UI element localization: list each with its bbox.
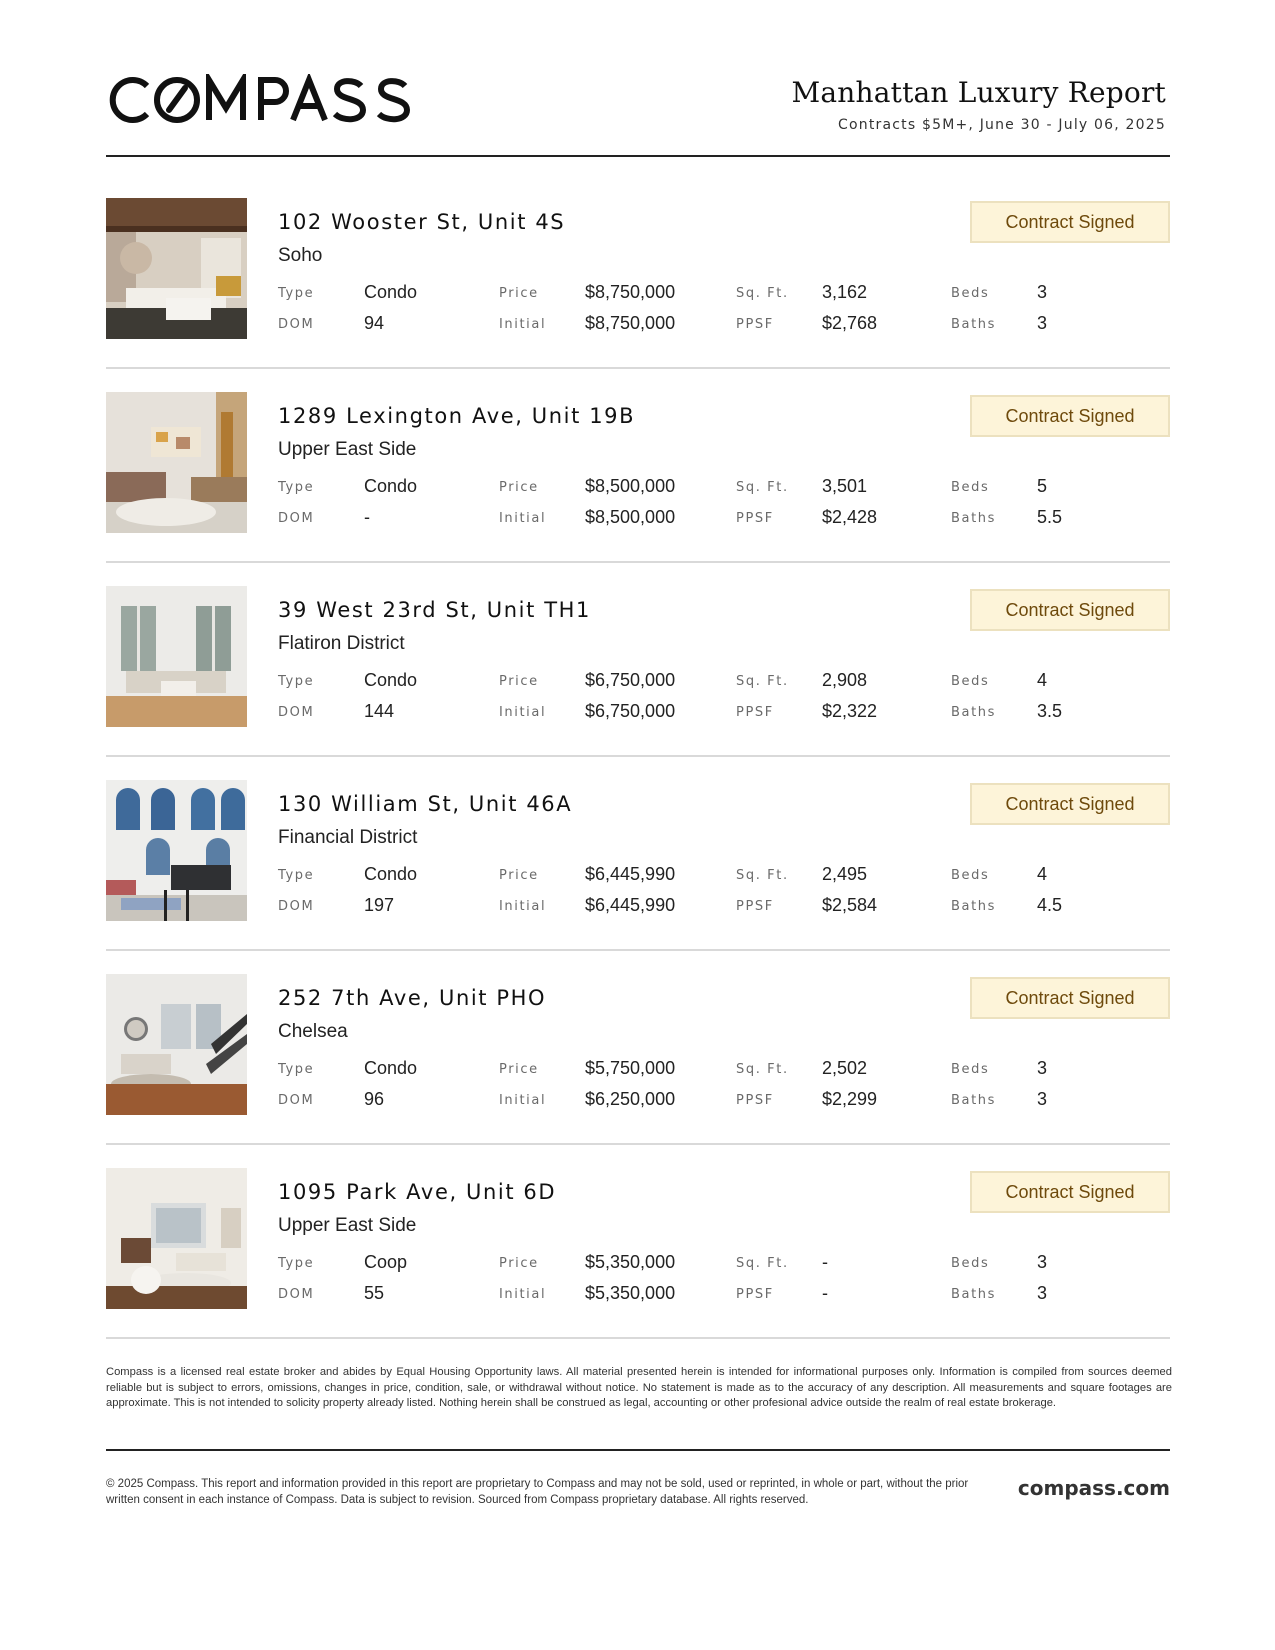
- dom-label: DOM: [278, 511, 315, 526]
- listing-address: 39 West 23rd St, Unit TH1: [278, 598, 592, 622]
- beds-label: Beds: [951, 286, 990, 301]
- report-title: Manhattan Luxury Report: [791, 76, 1166, 109]
- price-label: Price: [499, 868, 539, 883]
- price-value: $5,750,000: [585, 1058, 676, 1078]
- status-badge: Contract Signed: [970, 395, 1170, 437]
- baths-label: Baths: [951, 1093, 996, 1108]
- listing-neighborhood: Financial District: [278, 827, 418, 848]
- interior-photo-icon: [106, 586, 247, 727]
- beds-label: Beds: [951, 1062, 990, 1077]
- listing-address: 1095 Park Ave, Unit 6D: [278, 1180, 557, 1204]
- listing-photo: [106, 780, 247, 921]
- type-label: Type: [278, 674, 315, 689]
- dom-value: 55: [364, 1283, 385, 1303]
- sqft-value: -: [822, 1252, 828, 1272]
- interior-photo-icon: [106, 974, 247, 1115]
- listing-address: 102 Wooster St, Unit 4S: [278, 210, 566, 234]
- initial-label: Initial: [499, 1093, 547, 1108]
- compass-logo-mark: [109, 74, 429, 126]
- initial-value: $8,500,000: [585, 507, 676, 527]
- price-value: $5,350,000: [585, 1252, 676, 1272]
- baths-label: Baths: [951, 317, 996, 332]
- type-label: Type: [278, 480, 315, 495]
- dom-label: DOM: [278, 317, 315, 332]
- header-divider: [106, 155, 1170, 157]
- sqft-value: 3,162: [822, 282, 868, 302]
- sqft-value: 2,908: [822, 670, 868, 690]
- listing-divider: [106, 1337, 1170, 1339]
- listing-neighborhood: Flatiron District: [278, 633, 405, 654]
- copyright-text: © 2025 Compass. This report and information provided in this report are proprietary to Compass and may not be sold, used or reprinted, in whole or part, without the prior written consent in each instance of Compass. Data is subject to revision. Sourced from Compass proprietary database. All rights reserved.: [106, 1478, 969, 1506]
- listing-photo: [106, 586, 247, 727]
- beds-value: 5: [1037, 476, 1048, 496]
- baths-value: 3: [1037, 1283, 1048, 1303]
- sqft-label: Sq. Ft.: [736, 868, 789, 883]
- status-badge: Contract Signed: [970, 977, 1170, 1019]
- baths-value: 3.5: [1037, 701, 1063, 721]
- dom-value: 94: [364, 313, 385, 333]
- beds-value: 3: [1037, 1252, 1048, 1272]
- listing-divider: [106, 755, 1170, 757]
- initial-label: Initial: [499, 317, 547, 332]
- beds-value: 3: [1037, 282, 1048, 302]
- listing-row: [106, 586, 1170, 780]
- listing-neighborhood: Upper East Side: [278, 439, 417, 460]
- ppsf-label: PPSF: [736, 705, 774, 720]
- initial-value: $8,750,000: [585, 313, 676, 333]
- report-subtitle: Contracts $5M+, June 30 - July 06, 2025: [838, 117, 1166, 133]
- sqft-label: Sq. Ft.: [736, 1256, 789, 1271]
- listing-photo: [106, 392, 247, 533]
- listing-divider: [106, 561, 1170, 563]
- type-value: Condo: [364, 864, 418, 884]
- listing-divider: [106, 367, 1170, 369]
- initial-value: $6,250,000: [585, 1089, 676, 1109]
- listing-row: [106, 392, 1170, 586]
- sqft-value: 2,502: [822, 1058, 868, 1078]
- listing-divider: [106, 949, 1170, 951]
- baths-value: 5.5: [1037, 507, 1063, 527]
- beds-label: Beds: [951, 480, 990, 495]
- status-badge: Contract Signed: [970, 589, 1170, 631]
- price-value: $8,500,000: [585, 476, 676, 496]
- footer-divider: [106, 1449, 1170, 1451]
- ppsf-label: PPSF: [736, 511, 774, 526]
- sqft-value: 3,501: [822, 476, 868, 496]
- status-badge: Contract Signed: [970, 783, 1170, 825]
- status-badge: Contract Signed: [970, 201, 1170, 243]
- dom-value: -: [364, 507, 370, 527]
- initial-value: $5,350,000: [585, 1283, 676, 1303]
- baths-value: 4.5: [1037, 895, 1063, 915]
- price-value: $6,750,000: [585, 670, 676, 690]
- type-value: Condo: [364, 282, 418, 302]
- listing-address: 130 William St, Unit 46A: [278, 792, 573, 816]
- disclaimer-text: Compass is a licensed real estate broker and abides by Equal Housing Opportunity laws. All material presented herein is intended for informational purposes only. Information is compiled from sources deemed reliable but is subject to errors, omissions, changes in price, condition, sale, or withdrawal without notice. No statement is made as to the accuracy of any description. All measurements and square footages are approximate. This is not intended to solicity property already listed. Nothing herein shall be construed as legal, accounting or other profesional advice outside the realm of real estate brokerage.: [106, 1366, 1172, 1409]
- interior-photo-icon: [106, 198, 247, 339]
- type-label: Type: [278, 1256, 315, 1271]
- baths-value: 3: [1037, 1089, 1048, 1109]
- beds-label: Beds: [951, 674, 990, 689]
- initial-label: Initial: [499, 1287, 547, 1302]
- sqft-label: Sq. Ft.: [736, 674, 789, 689]
- dom-label: DOM: [278, 1093, 315, 1108]
- beds-label: Beds: [951, 1256, 990, 1271]
- type-label: Type: [278, 1062, 315, 1077]
- dom-label: DOM: [278, 1287, 315, 1302]
- price-label: Price: [499, 1062, 539, 1077]
- interior-photo-icon: [106, 392, 247, 533]
- ppsf-value: $2,428: [822, 507, 878, 527]
- listing-photo: [106, 974, 247, 1115]
- listing-row: [106, 198, 1170, 392]
- initial-label: Initial: [499, 511, 547, 526]
- price-value: $6,445,990: [585, 864, 676, 884]
- price-label: Price: [499, 674, 539, 689]
- ppsf-value: $2,299: [822, 1089, 878, 1109]
- baths-label: Baths: [951, 1287, 996, 1302]
- initial-label: Initial: [499, 705, 547, 720]
- type-label: Type: [278, 868, 315, 883]
- status-badge: Contract Signed: [970, 1171, 1170, 1213]
- compass-logo: [109, 74, 429, 126]
- listing-address: 1289 Lexington Ave, Unit 19B: [278, 404, 636, 428]
- listing-neighborhood: Soho: [278, 245, 323, 266]
- listing-row: [106, 1168, 1170, 1362]
- ppsf-label: PPSF: [736, 1093, 774, 1108]
- sqft-label: Sq. Ft.: [736, 286, 789, 301]
- ppsf-label: PPSF: [736, 1287, 774, 1302]
- interior-photo-icon: [106, 1168, 247, 1309]
- listing-address: 252 7th Ave, Unit PHO: [278, 986, 547, 1010]
- sqft-value: 2,495: [822, 864, 868, 884]
- listing-photo: [106, 1168, 247, 1309]
- ppsf-label: PPSF: [736, 899, 774, 914]
- dom-value: 96: [364, 1089, 385, 1109]
- type-value: Coop: [364, 1252, 408, 1272]
- dom-value: 197: [364, 895, 395, 915]
- sqft-label: Sq. Ft.: [736, 1062, 789, 1077]
- baths-label: Baths: [951, 705, 996, 720]
- interior-photo-icon: [106, 780, 247, 921]
- dom-label: DOM: [278, 705, 315, 720]
- listing-neighborhood: Upper East Side: [278, 1215, 417, 1236]
- initial-value: $6,445,990: [585, 895, 676, 915]
- sqft-label: Sq. Ft.: [736, 480, 789, 495]
- initial-value: $6,750,000: [585, 701, 676, 721]
- listing-photo: [106, 198, 247, 339]
- baths-label: Baths: [951, 899, 996, 914]
- type-label: Type: [278, 286, 315, 301]
- website-link[interactable]: compass.com: [1017, 1476, 1170, 1500]
- dom-label: DOM: [278, 899, 315, 914]
- beds-value: 4: [1037, 670, 1048, 690]
- ppsf-value: $2,768: [822, 313, 878, 333]
- listing-row: [106, 780, 1170, 974]
- listing-row: [106, 974, 1170, 1168]
- ppsf-value: -: [822, 1283, 828, 1303]
- initial-label: Initial: [499, 899, 547, 914]
- baths-value: 3: [1037, 313, 1048, 333]
- beds-value: 3: [1037, 1058, 1048, 1078]
- price-label: Price: [499, 480, 539, 495]
- price-value: $8,750,000: [585, 282, 676, 302]
- dom-value: 144: [364, 701, 395, 721]
- price-label: Price: [499, 286, 539, 301]
- ppsf-label: PPSF: [736, 317, 774, 332]
- ppsf-value: $2,584: [822, 895, 878, 915]
- ppsf-value: $2,322: [822, 701, 878, 721]
- type-value: Condo: [364, 670, 418, 690]
- baths-label: Baths: [951, 511, 996, 526]
- type-value: Condo: [364, 476, 418, 496]
- price-label: Price: [499, 1256, 539, 1271]
- beds-value: 4: [1037, 864, 1048, 884]
- type-value: Condo: [364, 1058, 418, 1078]
- listing-neighborhood: Chelsea: [278, 1021, 348, 1042]
- listing-divider: [106, 1143, 1170, 1145]
- beds-label: Beds: [951, 868, 990, 883]
